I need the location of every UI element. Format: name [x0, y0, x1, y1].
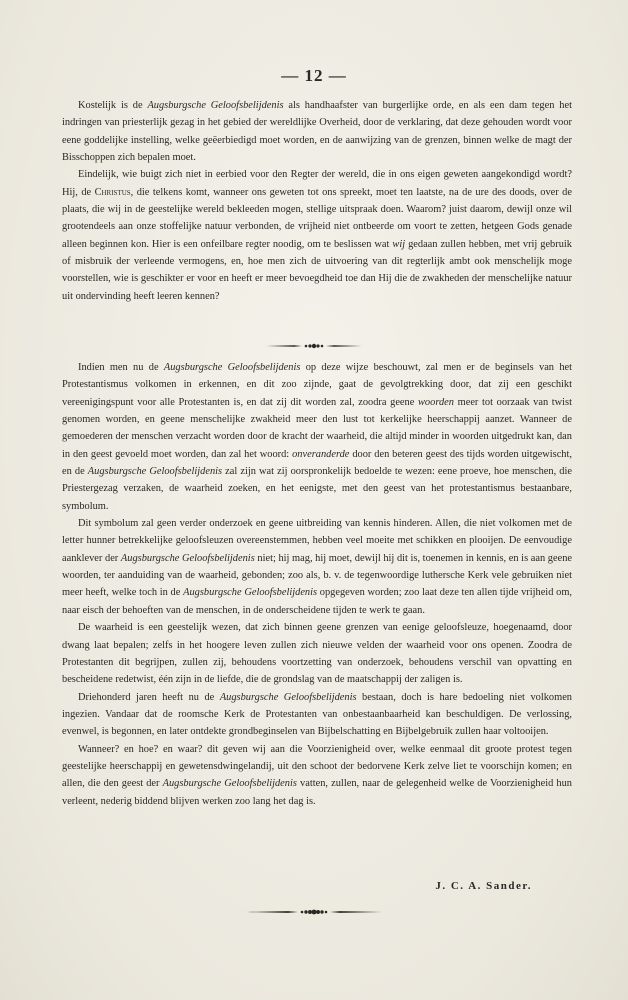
- italic-text-run: Augsburgsche Geloofsbelijdenis: [87, 466, 223, 478]
- text-run: door den beteren geest des tijds worden uitgewischt, en de: [62, 448, 572, 478]
- paragraph: [62, 166, 572, 305]
- italic-text-run: onveranderde: [292, 448, 350, 460]
- paragraph: [62, 741, 572, 810]
- text-run: bestaan, doch is hare bedoeling niet volkomen ingezien. Vandaar dat de roomsche Kerk de Protestanten van onbestaanbaarheid kan beschuldigen. De verlossing, evenwel, is begonnen, en later ontdekte grondbeginselen van Bijbelschatting en Bijbelgebruik zullen haar voltooijen.: [62, 691, 573, 738]
- text-run: zal zijn wat zij oorspronkelijk bedoelde te wezen: eene proeve, hoe menschen, die Priestergezag verzaken, de waarheid zoeken, en het eenigste, met den geest van het protestantismus bestaanbare, symbolum.: [62, 466, 572, 512]
- ornamental-divider: [0, 340, 628, 352]
- italic-text-run: woorden: [418, 396, 454, 408]
- text-run: Wanneer? en hoe? en waar? dit geven wij aan die Voorzienigheid over, welke eenmaal dit groote protest tegen geestelijke heerschappij en gewetensdwingelandij, uit den schoot der bedorvene Kerk zelve liet te voorschijn komen; en allen, die den geest der: [62, 743, 572, 790]
- text-run: opgegeven worden; zoo laat deze ten allen tijde vrijheid om, naar eisch der behoeften van de menschen, in de onderscheidene tijden te werk te gaan.: [62, 587, 572, 616]
- italic-text-run: Augsburgsche Geloofsbelijdenis: [219, 691, 357, 703]
- text-run: als handhaafster van burgerlijke orde, en als een dam tegen het indringen van priesterlijk gezag in het gebied der wereldlijke Overheid, door de verklaring, dat deze gehouden wordt voor eene goddelijke instelling, welke geëerbiedigd moet worden, en de aanwijzing van de grenzen, binnen welke de magt der Bisschoppen zich bepalen moet.: [62, 100, 572, 164]
- italic-text-run: Augsburgsche Geloofsbelijdenis: [162, 778, 297, 790]
- paragraph: [62, 689, 572, 741]
- text-run: Eindelijk, wie buigt zich niet in eerbied voor den Regter der wereld, die in ons eigen geweten aangekondigd wordt? Hij, de: [62, 169, 572, 198]
- author-signature: [435, 880, 532, 892]
- text-run: , die telkens komt, wanneer ons geweten tot ons spreekt, moet ten laatste, na de ure des doods, over de plaats, die wij in de geestelijke wereld bekleeden mogen, stellige uitspraak doen. Waarom? juist daarom, dewijl onze wil grootendeels aan onze stoffelijke natuur verbonden, de vrijheid niet ontbeerde om voort te zetten, hetgeen Gods genade alleen beginnen kon. Hier is een onfeilbare regter noodig, om te beslissen wat: [62, 186, 572, 250]
- text-run: vatten, zullen, naar de gelegenheid welke de Voorzienigheid hun verleent, nederig biddend blijven werken zoo lang het dag is.: [62, 778, 573, 807]
- text-run: Driehonderd jaren heeft nu de: [78, 691, 220, 703]
- text-run: niet; hij mag, hij moet, dewijl hij dit is, toenemen in kennis, en is aan geene woorden, ter aanduiding van de waarheid, gebonden; zoo als, b. v. de tegenwoordige luthersche Kerk vele gebruiken niet meer heeft, welke toch in de: [62, 552, 573, 599]
- text-section-top: [62, 97, 572, 305]
- italic-text-run: Augsburgsche Geloofsbelijdenis: [183, 587, 318, 599]
- italic-text-run: Augsburgsche Geloofsbelijdenis: [120, 552, 255, 564]
- text-run: meer tot oorzaak van twist genomen worden, en geene menschelijke zwakheid meer den lust tot kerkelijke heerschappij aanzet. Wanneer de gemoederen der menschen verzacht worden door de kracht der waarheid, die altijd minder in woorden uitgedrukt kan, dan in den geest gevoeld moet worden, dan zal het woord:: [62, 396, 572, 460]
- text-run: op deze wijze beschouwt, zal men er de beginsels van het Protestantismus volkomen in erkennen, en dit zoo zijnde, gaat de gevolgtrekking door, dat zij een geschikt vereenigingspunt voor alle Protestanten is, en dat zij dit worden zal, zoodra geene: [62, 362, 573, 408]
- italic-text-run: Augsburgsche Geloofsbelijdenis: [147, 100, 284, 111]
- paragraph: [62, 619, 572, 688]
- italic-text-run: wij: [392, 238, 406, 250]
- text-run: Indien men nu de: [78, 362, 164, 373]
- italic-text-run: Augsburgsche Geloofsbelijdenis: [163, 362, 301, 373]
- text-section-main: [62, 359, 572, 810]
- paragraph: [62, 97, 572, 166]
- ornamental-divider-end: [0, 906, 628, 918]
- ornament-rule-icon: [264, 340, 364, 352]
- page-number: — 12 —: [281, 66, 347, 85]
- ornament-rule-icon: [244, 906, 384, 918]
- text-run: gedaan zullen hebben, met vrij gebruik of misbruik der verleende vermogens, en, hoe men zich de uitvoering van dit regterlijk ambt ook menschelijk moge voorstellen, wie is geschikter er voor en heeft er meer bevoegdheid toe dan Hij die de zwakheden der menschelijke natuur uit ondervinding heeft leeren kennen?: [62, 238, 572, 302]
- text-run: Dit symbolum zal geen verder onderzoek en geene uitbreiding van kennis hinderen. Allen, die niet volkomen met de letter hunner betrekkelijke geloofsleuzen overeenstemmen, hebben veel moeite met schikken en plooijen. De eenvoudige aanklever der: [62, 518, 572, 564]
- signature-text: J. C. A. Sander.: [435, 880, 532, 892]
- text-run: Christus: [94, 186, 131, 198]
- text-run: Kostelijk is de: [78, 100, 148, 111]
- paragraph: [62, 359, 572, 515]
- text-run: De waarheid is een geestelijk wezen, dat zich binnen geene grenzen van eenige geloofsleuze, hoegenaamd, door dwang laat bepalen; zelfs in het hoogere leven zullen zich nieuwe velden der waarheid voor ons openen. Zoodra de Protestanten dit begrijpen, zullen zij, behoudens voortzetting van onderzoek, behoudens verschil van opvatting en bescheidene redetwist, één zijn in de liefde, die de grondslag van de maatschappij der zaligen is.: [62, 622, 572, 686]
- paragraph: [62, 515, 572, 619]
